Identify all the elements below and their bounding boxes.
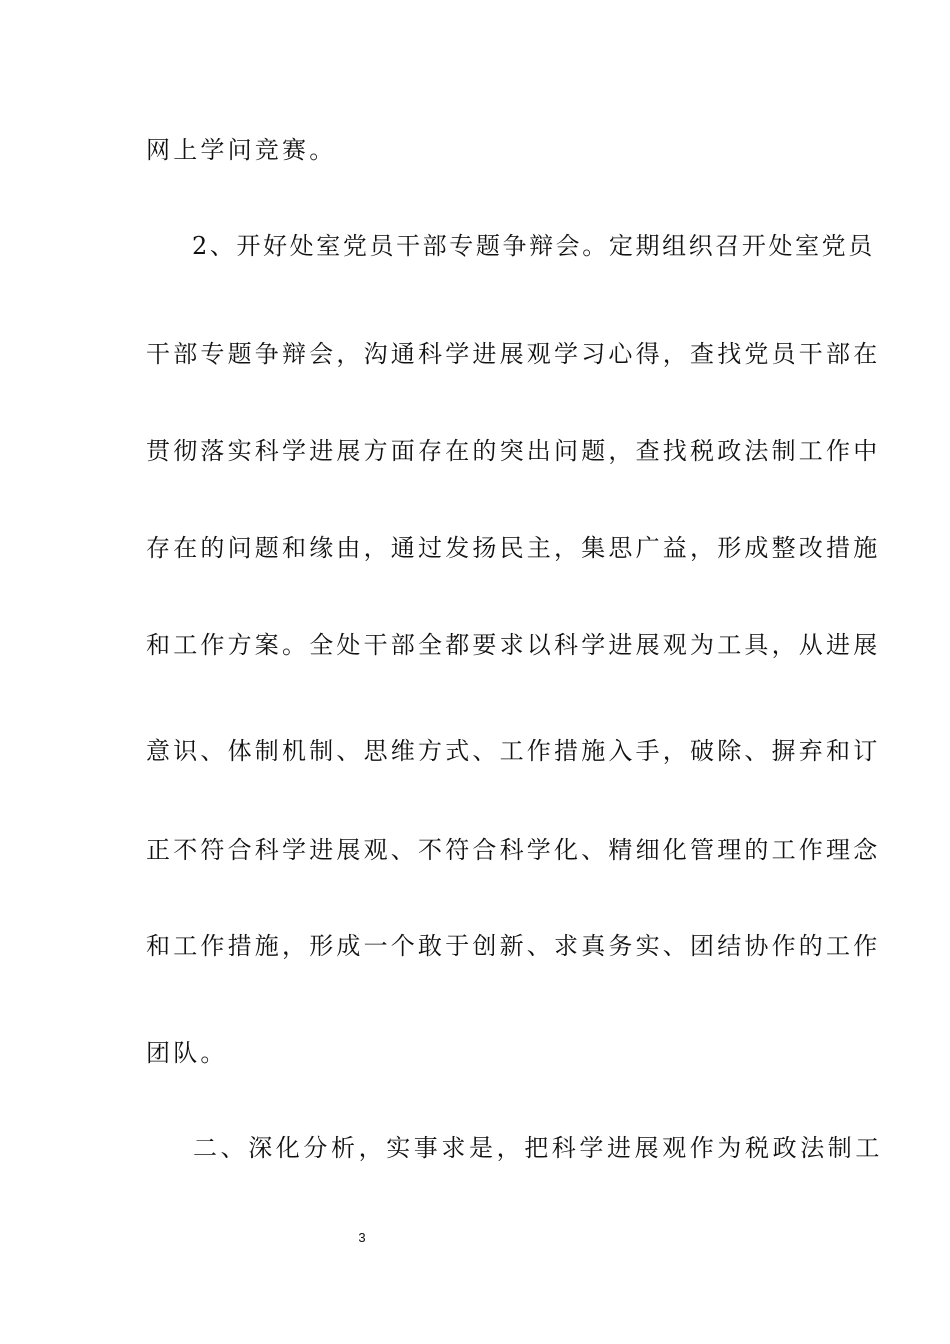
- text-line: 存在的问题和缘由，通过发扬民主，集思广益，形成整改措施: [146, 534, 881, 562]
- text-line: 和工作方案。全处干部全都要求以科学进展观为工具，从进展: [146, 631, 881, 659]
- text-line: 网上学问竞赛。: [146, 136, 337, 164]
- text-line: 正不符合科学进展观、不符合科学化、精细化管理的工作理念: [146, 836, 881, 864]
- section-heading-line: 二、深化分析，实事求是，把科学进展观作为税政法制工: [193, 1134, 883, 1162]
- text-line: 意识、体制机制、思维方式、工作措施入手，破除、摒弃和订: [146, 737, 881, 765]
- text-line: 干部专题争辩会，沟通科学进展观学习心得，查找党员干部在: [146, 340, 881, 368]
- paragraph-start-line: 2、开好处室党员干部专题争辩会。定期组织召开处室党员: [192, 232, 875, 260]
- text-line: 团队。: [146, 1039, 228, 1067]
- page-number: 3: [358, 1230, 366, 1245]
- text-line: 和工作措施，形成一个敢于创新、求真务实、团结协作的工作: [146, 932, 881, 960]
- text-line: 贯彻落实科学进展方面存在的突出问题，查找税政法制工作中: [146, 437, 881, 465]
